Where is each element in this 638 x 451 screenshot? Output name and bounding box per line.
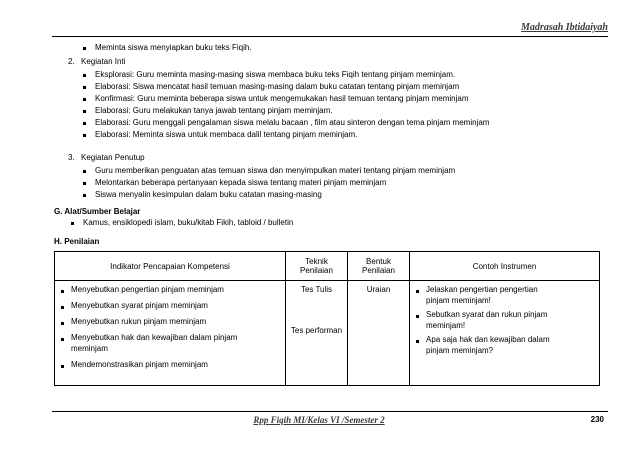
alat-item: Kamus, ensiklopedi islam, buku/kitab Fikih, tabloid / bulletin: [83, 218, 294, 227]
bullet-icon: [83, 194, 86, 197]
inti-item: Eksplorasi: Guru meminta masing-masing siswa membaca buku teks Fiqih tentang pinjam meminjam.: [95, 70, 456, 79]
page-header-title: Madrasah Ibtidaiyah: [521, 22, 608, 33]
bullet-icon: [83, 170, 86, 173]
penutup-item: Guru memberikan penguatan atas temuan siswa dan menyimpulkan materi tentang pinjam meminjam: [95, 166, 456, 175]
inti-item: Elaborasi: Meminta siswa untuk membaca dalil tentang pinjam meminjam.: [95, 130, 358, 139]
indikator-item: Mendemonstrasikan pinjam meminjam: [71, 360, 208, 369]
header-bentuk: [348, 252, 410, 281]
footer-title: Rpp Fiqih MI/Kelas VI /Semester 2: [253, 415, 385, 425]
indikator-item: Menyebutkan syarat pinjam meminjam: [71, 301, 208, 310]
bentuk-value: Uraian: [366, 285, 391, 294]
header-rule: [52, 36, 608, 37]
bullet-icon: [416, 315, 419, 318]
bullet-icon: [416, 290, 419, 293]
header-teknik-line1: Teknik: [305, 257, 328, 266]
bullet-icon: [61, 338, 64, 341]
bullet-icon: [83, 47, 86, 50]
bullet-icon: [83, 122, 86, 125]
bullet-icon: [61, 322, 64, 325]
contoh-cell: [410, 281, 600, 386]
contoh-item: Jelaskan pengertian pengertian: [426, 285, 538, 294]
teknik-value: Tes performan: [290, 326, 343, 335]
bullet-icon: [83, 134, 86, 137]
footer-rule: [52, 411, 608, 412]
bullet-icon: [61, 290, 64, 293]
teknik-value: Tes Tulis: [300, 285, 333, 294]
contoh-item: Sebutkan syarat dan rukun pinjam: [426, 310, 548, 319]
section-title-alat: G. Alat/Sumber Belajar: [54, 207, 141, 216]
indikator-item: Menyebutkan hak dan kewajiban dalam pinjam: [71, 333, 238, 342]
indikator-item-cont: meminjam: [71, 344, 108, 353]
indikator-item: Menyebutkan rukun pinjam meminjam: [71, 317, 207, 326]
bullet-icon: [61, 306, 64, 309]
bullet-icon: [83, 86, 86, 89]
bullet-icon: [83, 110, 86, 113]
header-bentuk-line1: Bentuk: [366, 257, 391, 266]
header-teknik-line2: Penilaian: [300, 266, 333, 275]
contoh-item-cont: meminjam!: [426, 321, 466, 330]
section-number-penutup: 3.: [68, 153, 75, 162]
penutup-item: Siswa menyalin kesimpulan dalam buku catatan masing-masing: [95, 190, 322, 199]
header-bentuk-line2: Penilaian: [362, 266, 395, 275]
bullet-icon: [416, 340, 419, 343]
teknik-cell: [286, 281, 348, 386]
section-title-penilaian: H. Penilaian: [54, 237, 100, 246]
section-title-inti: Kegiatan Inti: [81, 57, 126, 66]
section-title-penutup: Kegiatan Penutup: [81, 153, 145, 162]
inti-item: Elaborasi: Guru menggali pengalaman siswa melalu bacaan , film atau sinteron dengan tema pinjam meminjam: [95, 118, 490, 127]
contoh-item-cont: pinjam meminjam?: [426, 346, 494, 355]
header-contoh: [410, 252, 600, 281]
inti-item: Konfirmasi: Guru meminta beberapa siswa untuk mengemukakan hasil temuan tentang pinjam meminjam: [95, 94, 469, 103]
header-indikator-label: Indikator Pencapaian Kompetensi: [110, 261, 230, 271]
bullet-icon: [83, 98, 86, 101]
bullet-icon: [83, 74, 86, 77]
table-header-row: [55, 252, 600, 281]
section-number-inti: 2.: [68, 57, 75, 66]
bentuk-cell: [348, 281, 410, 386]
page-number: 230: [590, 415, 604, 424]
header-contoh-label: Contoh Instrumen: [472, 261, 537, 271]
header-indikator: [55, 252, 286, 281]
pendahuluan-item: Meminta siswa menyiapkan buku teks Fiqih.: [95, 43, 252, 52]
indikator-cell: [55, 281, 286, 386]
penutup-item: Melontarkan beberapa pertanyaan kepada siswa tentang materi pinjam meminjam: [95, 178, 387, 187]
bullet-icon: [61, 365, 64, 368]
assessment-table: [54, 251, 600, 386]
indikator-item: Menyebutkan pengertian pinjam meminjam: [71, 285, 224, 294]
table-row: [55, 281, 600, 386]
contoh-item-cont: pinjam meminjam!: [426, 296, 491, 305]
inti-item: Elaborasi: Guru melakukan tanya jawab tentang pinjam meminjam.: [95, 106, 333, 115]
header-teknik: [286, 252, 348, 281]
inti-item: Elaborasi: Siswa mencatat hasil temuan masing-masing dalam buku catatan tentang pinjam meminjam: [95, 82, 460, 91]
bullet-icon: [83, 182, 86, 185]
bullet-icon: [71, 222, 74, 225]
contoh-item: Apa saja hak dan kewajiban dalam: [426, 335, 550, 344]
